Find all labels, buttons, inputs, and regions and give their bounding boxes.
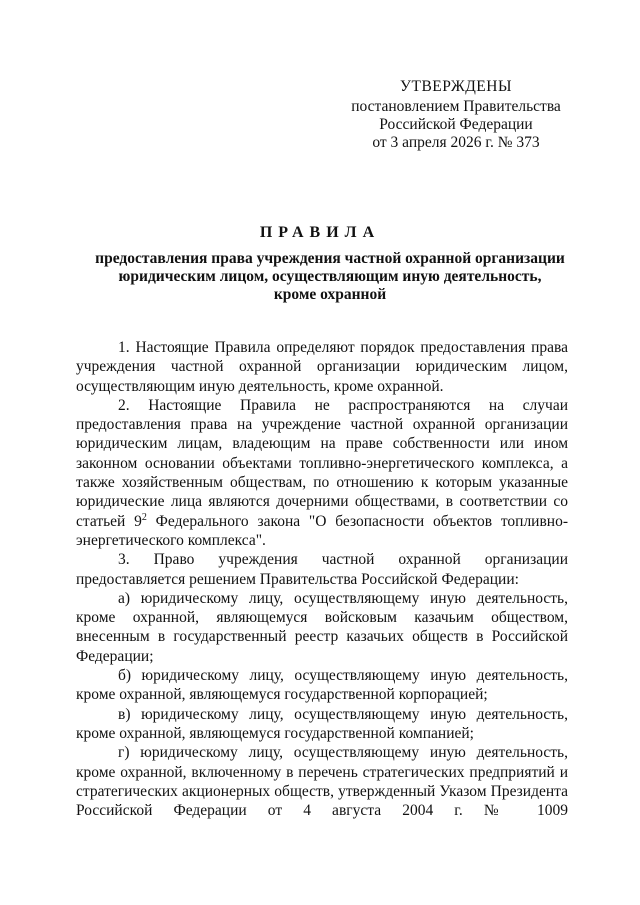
paragraph-2-text-end: Федерального закона "О безопасности объектов топливно-энергетического комплекса". <box>76 512 568 549</box>
paragraph-2-text: 2. Настоящие Правила не распространяются на случаи предоставления права на учреждение частной охранной организации юридическим лицам, владеющим на праве собственности или ином законном основании объектами топливно-энергетического комплекса, а также хозяйственным обществам, по отношению к которым указанные юридические лица являются дочерними обществами, в соответствии со статьей 9 <box>76 396 568 530</box>
paragraph-1: 1. Настоящие Правила определяют порядок предоставления права учреждения частной охранной организации юридическим лицом, осуществляющим иную деятельность, кроме охранной. <box>76 339 568 395</box>
subitem-v: в) юридическому лицу, осуществляющему иную деятельность, кроме охранной, являющемуся государственной компанией; <box>76 705 568 742</box>
subtitle-line-2: юридическим лицом, осуществляющим иную деятельность, <box>118 268 542 285</box>
document-title: ПРАВИЛА <box>259 224 381 241</box>
subitem-g: г) юридическому лицу, осуществляющему иную деятельность, кроме охранной, включенному в перечень стратегических предприятий и стратегических акционерных обществ, утвержденный Указом Президента Российской Федерации от 4 августа 2004 г. № 1009 <box>76 744 568 820</box>
subtitle-line-1: предоставления права учреждения частной охранной организации <box>95 250 565 267</box>
approval-org-line: Российской Федерации <box>379 116 533 133</box>
paragraph-3: 3. Право учреждения частной охранной организации предоставляется решением Правительства Российской Федерации: <box>76 551 568 588</box>
document-subtitle <box>88 250 572 304</box>
subitem-a: а) юридическому лицу, осуществляющему иную деятельность, кроме охранной, являющемуся войсковым казачьим обществом, внесенным в государственный реестр казачьих обществ в Российской Федерации; <box>76 589 568 665</box>
approval-by-line: постановлением Правительства <box>351 98 561 115</box>
approval-block <box>336 78 576 152</box>
approval-heading: УТВЕРЖДЕНЫ <box>400 78 512 95</box>
document-body <box>76 338 568 820</box>
paragraph-2 <box>76 396 568 550</box>
subitem-b: б) юридическому лицу, осуществляющему иную деятельность, кроме охранной, являющемуся государственной корпорацией; <box>76 667 568 704</box>
approval-date-line: от 3 апреля 2026 г. № 373 <box>372 134 540 151</box>
subtitle-line-3: кроме охранной <box>273 286 387 303</box>
article-superscript: 2 <box>141 511 147 523</box>
